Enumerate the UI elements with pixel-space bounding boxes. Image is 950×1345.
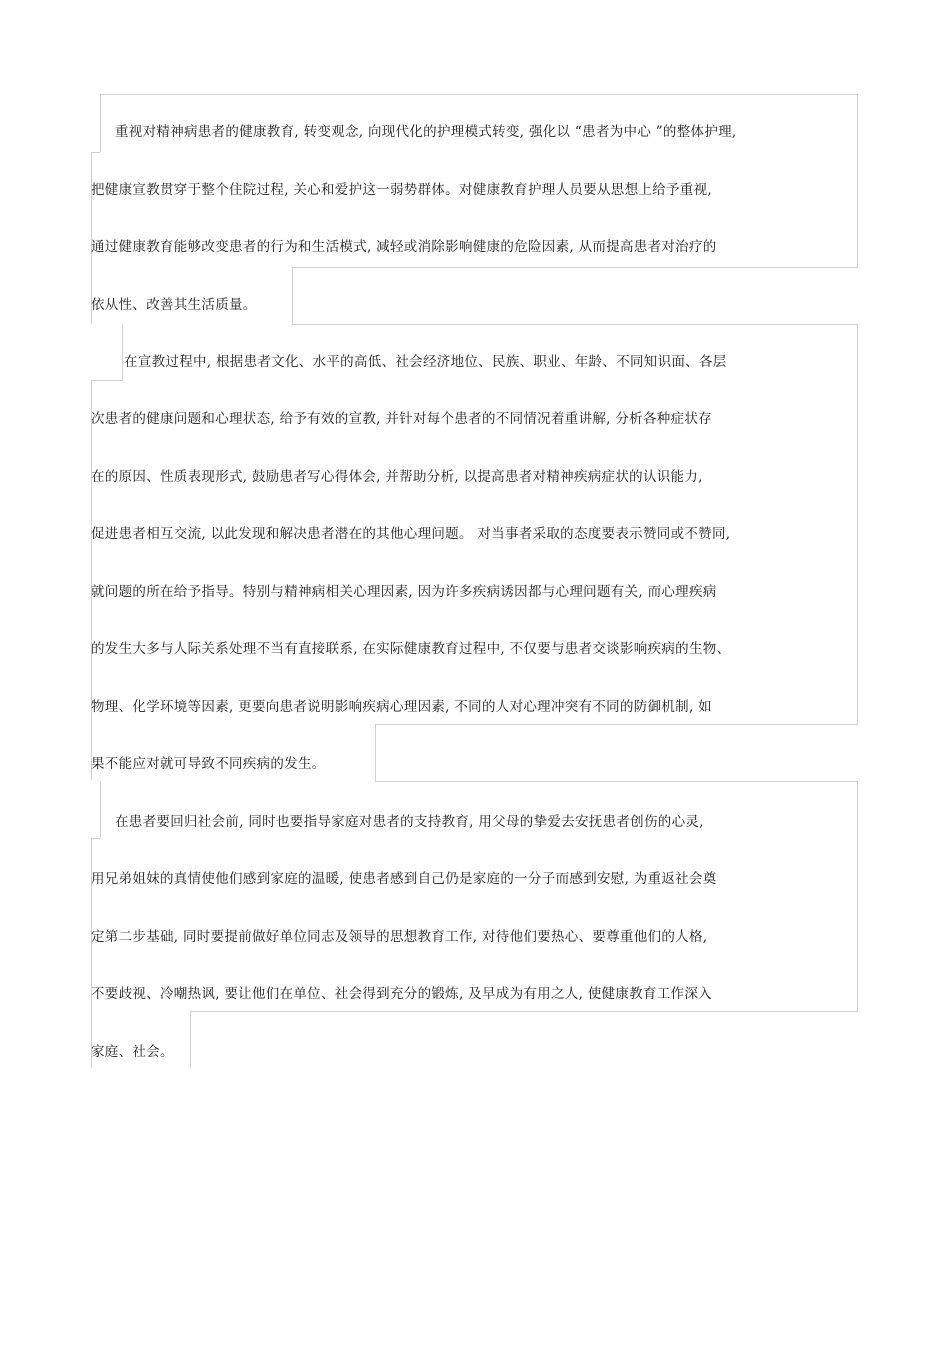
frame-p1-top bbox=[100, 94, 858, 95]
frame-p3-end-left bbox=[190, 1011, 191, 1068]
frame-p3-top bbox=[375, 781, 858, 782]
frame-p1-end-top bbox=[292, 267, 858, 268]
paragraph-line: 依从性、改善其生活质量。 bbox=[91, 297, 257, 313]
paragraph-line: 不要歧视、冷嘲热讽, 要让他们在单位、社会得到充分的锻炼, 及早成为有用之人, 使健康教育工作深入 bbox=[91, 986, 712, 1002]
paragraph-line: 定第二步基础, 同时要提前做好单位同志及领导的思想教育工作, 对待他们要热心、要尊重他们的人格, bbox=[91, 929, 708, 945]
paragraph-line: 次患者的健康问题和心理状态, 给予有效的宣教, 并针对每个患者的不同情况着重讲解, 分析各种症状存 bbox=[91, 411, 712, 427]
paragraph-line: 在患者要回归社会前, 同时也要指导家庭对患者的支持教育, 用父母的挚爱去安抚患者创伤的心灵, bbox=[115, 814, 704, 830]
frame-p2-top bbox=[292, 324, 858, 325]
paragraph-line: 促进患者相互交流, 以此发现和解决患者潜在的其他心理问题。 对当事者采取的态度要表示赞同或不赞同, bbox=[91, 526, 731, 542]
frame-p1-indent-step bbox=[91, 152, 100, 153]
paragraph-line: 用兄弟姐妹的真情使他们感到家庭的温暖, 使患者感到自己仍是家庭的一分子而感到安慰, 为重返社会奠 bbox=[91, 871, 717, 887]
frame-p2-indent-box bbox=[91, 324, 123, 381]
frame-p2-end-left bbox=[375, 724, 376, 781]
paragraph-line: 把健康宣教贯穿于整个住院过程, 关心和爱护这一弱势群体。对健康教育护理人员要从思想上给予重视, bbox=[91, 182, 712, 198]
frame-p1-right bbox=[857, 94, 858, 267]
frame-p2-end-top bbox=[375, 724, 858, 725]
paragraph-line: 物理、化学环境等因素, 更要向患者说明影响疾病心理因素, 不同的人对心理冲突有不同的防御机制, 如 bbox=[91, 699, 712, 715]
frame-p3-end-top bbox=[190, 1011, 858, 1012]
paragraph-line: 通过健康教育能够改变患者的行为和生活模式, 减轻或消除影响健康的危险因素, 从而提高患者对治疗的 bbox=[91, 239, 717, 255]
paragraph-line: 果不能应对就可导致不同疾病的发生。 bbox=[91, 756, 326, 772]
paragraph-line: 重视对精神病患者的健康教育, 转变观念, 向现代化的护理模式转变, 强化以 “患者为中心 ”的整体护理, bbox=[115, 124, 737, 140]
paragraph-line: 在的原因、性质表现形式, 鼓励患者写心得体会, 并帮助分析, 以提高患者对精神疾病症状的认识能力, bbox=[91, 469, 703, 485]
frame-p1-indent-left bbox=[100, 94, 101, 152]
frame-p3-indent-step bbox=[91, 838, 100, 839]
paragraph-line: 的发生大多与人际关系处理不当有直接联系, 在实际健康教育过程中, 不仅要与患者交谈影响疾病的生物、 bbox=[91, 641, 731, 657]
paragraph-line: 在宣教过程中, 根据患者文化、水平的高低、社会经济地位、民族、职业、年龄、不同知识面、各层 bbox=[124, 354, 727, 370]
frame-p1-end-left bbox=[292, 267, 293, 324]
frame-left-2 bbox=[91, 380, 92, 780]
paragraph-line: 就问题的所在给予指导。特别与精神病相关心理因素, 因为许多疾病诱因都与心理问题有关, 而心理疾病 bbox=[91, 584, 717, 600]
frame-p3-indent-left bbox=[100, 781, 101, 838]
paragraph-line: 家庭、社会。 bbox=[91, 1044, 174, 1060]
frame-p2-right bbox=[857, 324, 858, 724]
frame-p3-right bbox=[857, 781, 858, 1011]
